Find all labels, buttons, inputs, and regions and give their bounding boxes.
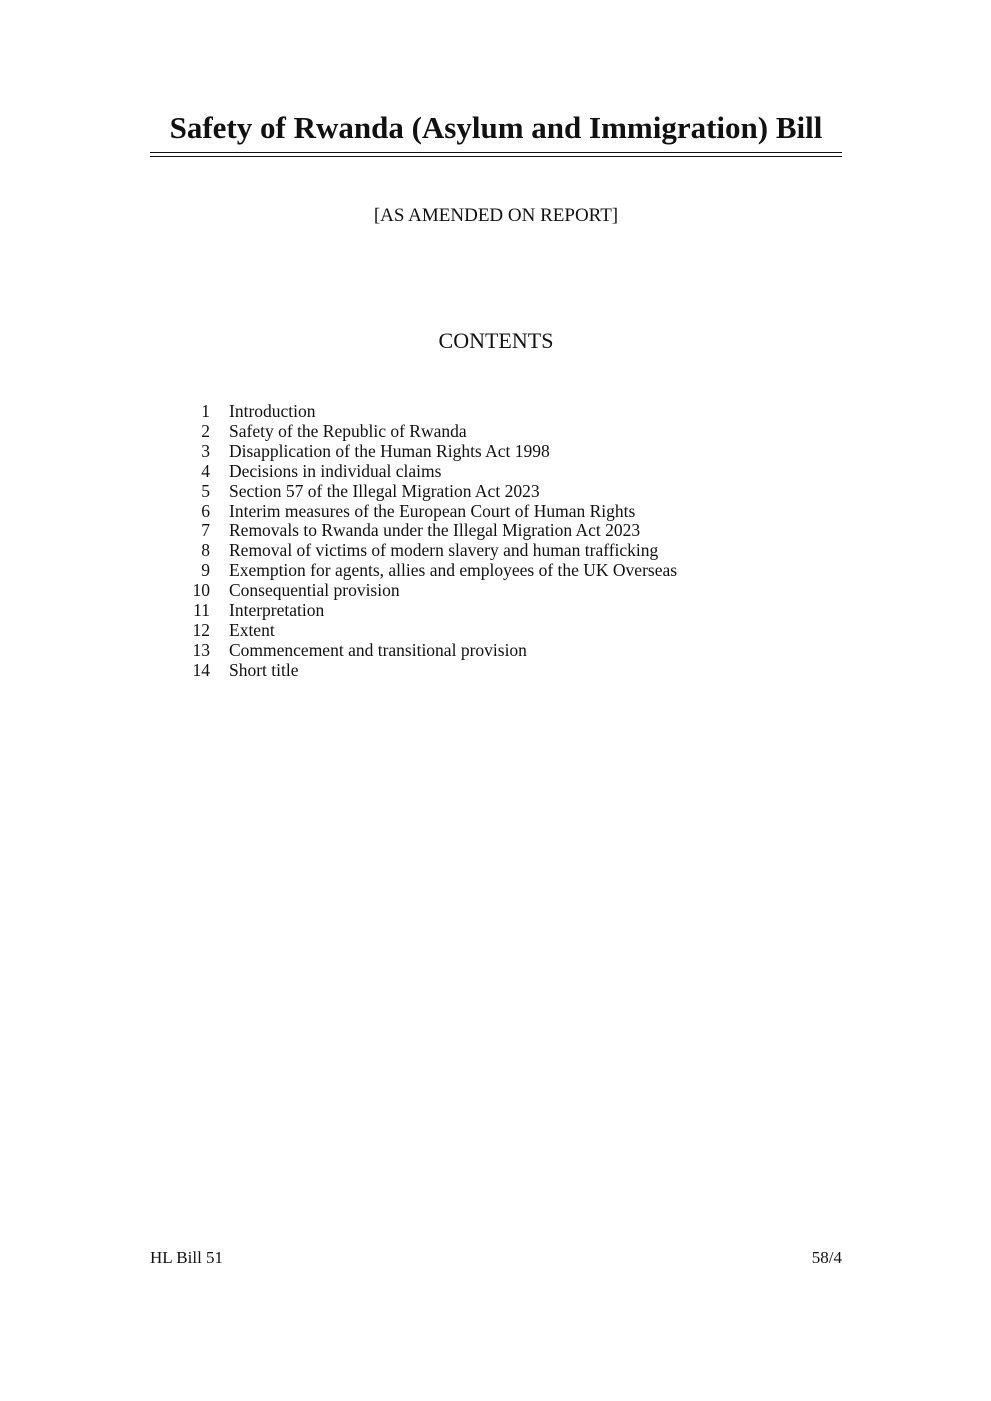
- clause-number: 2: [201, 420, 210, 441]
- contents-item: [170, 482, 677, 502]
- contents-item: [170, 521, 677, 541]
- clause-number: 13: [192, 639, 210, 660]
- contents-item: [170, 641, 677, 661]
- clause-number: 8: [201, 540, 210, 561]
- clause-title: Commencement and transitional provision: [229, 639, 527, 660]
- clause-number: 9: [201, 560, 210, 581]
- contents-item: [170, 601, 677, 621]
- clause-title: Extent: [229, 619, 275, 640]
- clause-number: 1: [201, 401, 210, 421]
- clause-title: Exemption for agents, allies and employees of the UK Overseas: [229, 560, 678, 581]
- clause-title: Interim measures of the European Court of Human Rights: [229, 500, 636, 521]
- clause-number: 3: [201, 440, 210, 461]
- clause-number: 10: [192, 580, 210, 601]
- contents-item: [170, 541, 677, 561]
- clause-number: 12: [192, 619, 210, 640]
- contents-item: [170, 661, 677, 681]
- contents-heading: CONTENTS: [438, 328, 554, 353]
- contents-list: [170, 402, 677, 681]
- bill-reference: HL Bill 51: [150, 1248, 224, 1267]
- clause-title: Disapplication of the Human Rights Act 1998: [229, 440, 550, 461]
- clause-title: Consequential provision: [229, 580, 400, 601]
- contents-item: [170, 581, 677, 601]
- clause-title: Safety of the Republic of Rwanda: [229, 420, 467, 441]
- bill-title: Safety of Rwanda (Asylum and Immigration) Bill: [169, 110, 823, 145]
- contents-item: [170, 402, 677, 422]
- clause-title: Removal of victims of modern slavery and human trafficking: [229, 540, 659, 561]
- title-rule-top: [150, 152, 842, 153]
- contents-item: [170, 502, 677, 522]
- amendment-status: [AS AMENDED ON REPORT]: [373, 205, 619, 226]
- clause-title: Interpretation: [229, 600, 325, 621]
- clause-number: 14: [192, 659, 210, 680]
- clause-title: Removals to Rwanda under the Illegal Migration Act 2023: [229, 520, 641, 541]
- clause-number: 4: [201, 460, 210, 481]
- print-reference: 58/4: [811, 1248, 842, 1267]
- title-rule-bottom: [150, 156, 842, 157]
- contents-item: [170, 621, 677, 641]
- clause-title: Section 57 of the Illegal Migration Act 2023: [229, 480, 540, 501]
- clause-title: Short title: [229, 659, 299, 680]
- clause-title: Introduction: [229, 401, 316, 421]
- clause-number: 5: [201, 480, 210, 501]
- contents-item: [170, 561, 677, 581]
- clause-number: 11: [193, 600, 210, 621]
- clause-number: 7: [201, 520, 210, 541]
- contents-item: [170, 422, 677, 442]
- contents-item: [170, 442, 677, 462]
- clause-title: Decisions in individual claims: [229, 460, 442, 481]
- contents-item: [170, 462, 677, 482]
- clause-number: 6: [201, 500, 210, 521]
